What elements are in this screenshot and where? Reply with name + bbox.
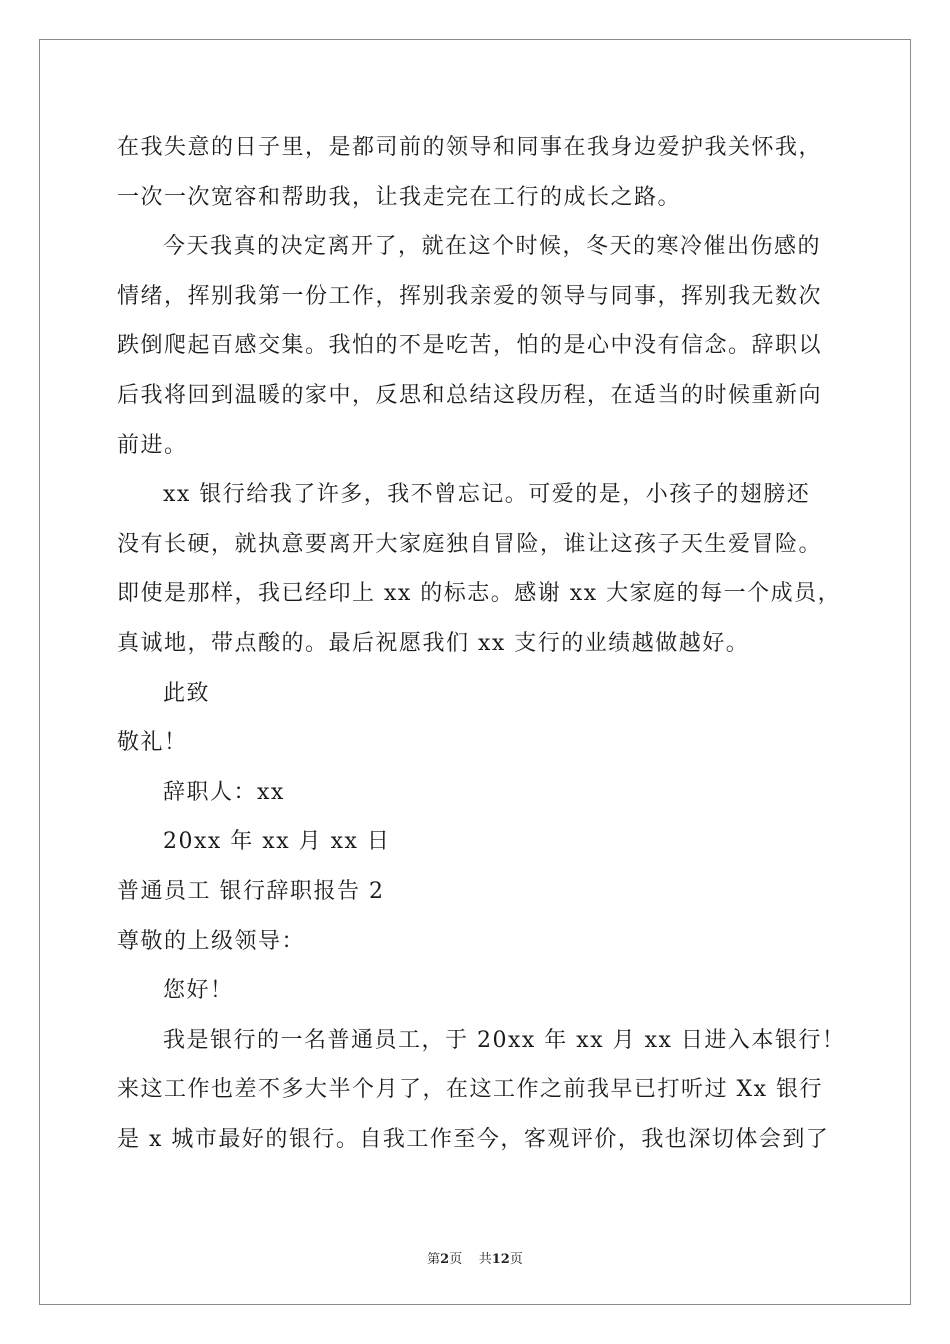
greeting-line: 尊敬的上级领导： [117,928,306,954]
text-line: 是 x 城市最好的银行。自我工作至今，客观评价，我也深切体会到了 [117,1126,830,1152]
text-line: 今天我真的决定离开了，就在这个时候，冬天的寒冷催出伤感的 [163,234,822,260]
text-line: 真诚地，带点酸的。最后祝愿我们 xx 支行的业绩越做越好。 [117,630,750,656]
date-line: 20xx 年 xx 月 xx 日 [163,829,391,855]
footer-total-pages: 12 [491,1252,510,1267]
greeting-line: 您好！ [163,978,234,1004]
text-line: xx 银行给我了许多，我不曾忘记。可爱的是，小孩子的翅膀还 [163,482,811,508]
salutation-line: 敬礼！ [117,730,188,756]
signature-line: 辞职人：xx [163,779,285,805]
text-line: 前进。 [117,432,188,458]
footer-page-number: 2 [440,1252,450,1267]
text-line: 后我将回到温暖的家中，反思和总结这段历程，在适当的时候重新向 [117,382,823,408]
text-line: 没有长硬，就执意要离开大家庭独自冒险，谁让这孩子天生爱冒险。 [117,531,823,557]
closing-line: 此致 [163,680,211,706]
document-body [117,123,846,1164]
text-line: 在我失意的日子里，是都司前的领导和同事在我身边爱护我关怀我， [117,135,823,160]
text-line: 来这工作也差不多大半个月了，在这工作之前我早已打听过 Xx 银行 [117,1077,824,1103]
text-line: 跌倒爬起百感交集。我怕的不是吃苦，怕的是心中没有信念。辞职以 [117,333,823,359]
footer-mid: 页 共 [449,1252,492,1267]
text-line: 情绪，挥别我第一份工作，挥别我亲爱的领导与同事，挥别我无数次 [117,283,823,309]
text-line: 即使是那样，我已经印上 xx 的标志。感谢 xx 大家庭的每一个成员， [117,581,842,607]
section-title: 普通员工 银行辞职报告 2 [117,878,385,904]
page-footer [0,1248,950,1267]
footer-prefix: 第 [427,1252,441,1267]
footer-suffix: 页 [509,1252,523,1267]
text-line: 我是银行的一名普通员工，于 20xx 年 xx 月 xx 日进入本银行！ [163,1027,846,1053]
text-line: 一次一次宽容和帮助我，让我走完在工行的成长之路。 [117,184,682,210]
